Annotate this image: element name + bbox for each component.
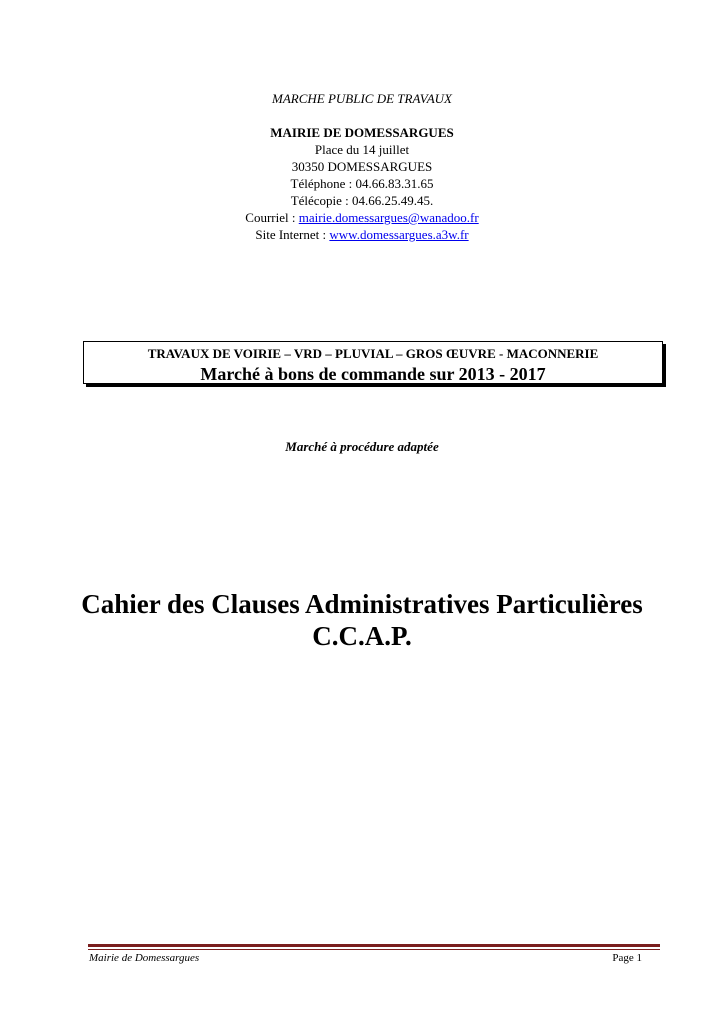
works-description: TRAVAUX DE VOIRIE – VRD – PLUVIAL – GROS ŒUVRE - MACONNERIE [147,346,599,361]
footer-organization: Mairie de Domessargues [89,952,200,964]
title-box [83,341,663,384]
courriel-line [0,211,724,224]
mairie-name: MAIRIE DE DOMESSARGUES [270,125,454,140]
telecopie: Télécopie : 04.66.25.49.45. [290,193,434,208]
document-acronym: C.C.A.P. [312,621,412,651]
courriel-label: Courriel : [245,210,299,225]
address-city: 30350 DOMESSARGUES [291,159,433,174]
marche-public-heading: MARCHE PUBLIC DE TRAVAUX [271,91,452,106]
email-link[interactable]: mairie.domessargues@wanadoo.fr [298,210,479,225]
footer-rule-thick [88,944,660,947]
website-link[interactable]: www.domessargues.a3w.fr [329,227,469,242]
site-label: Site Internet : [255,227,330,242]
site-line [0,228,724,241]
page-number: Page 1 [612,952,642,964]
telephone: Téléphone : 04.66.83.31.65 [290,176,434,191]
procedure-type: Marché à procédure adaptée [285,439,439,454]
address-street: Place du 14 juillet [314,142,410,157]
contract-period: Marché à bons de commande sur 2013 - 2017 [200,364,546,384]
document-title: Cahier des Clauses Administratives Particulières [81,589,643,619]
footer-rule-thin [88,949,660,950]
